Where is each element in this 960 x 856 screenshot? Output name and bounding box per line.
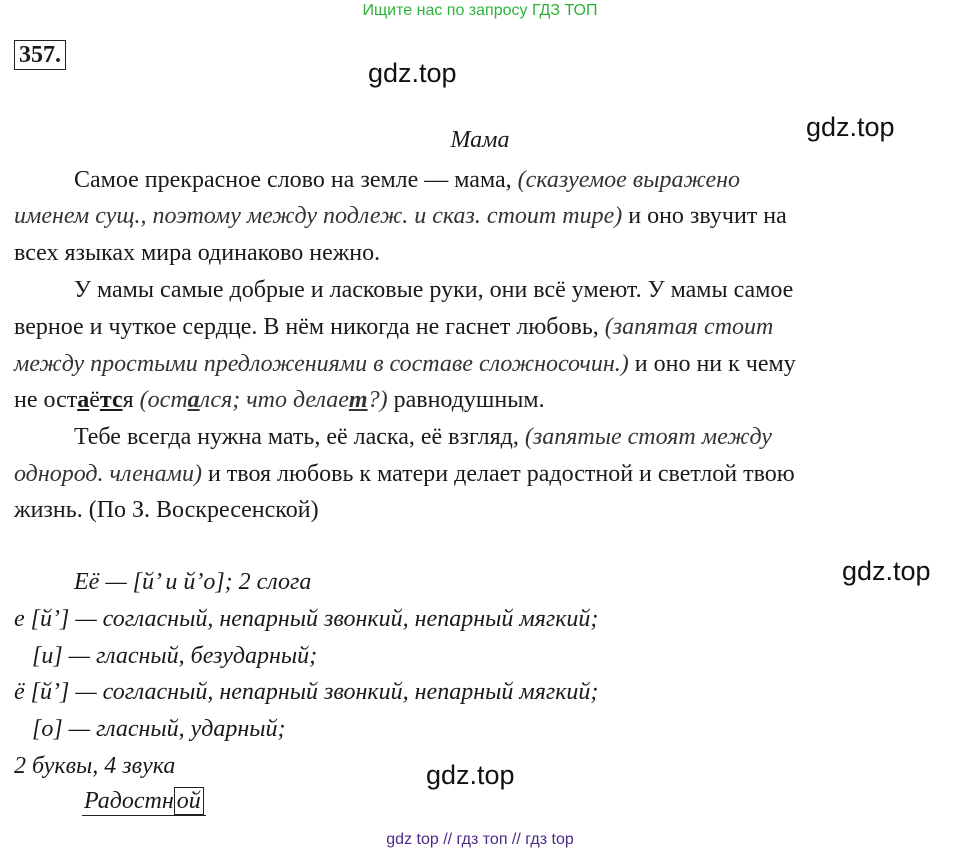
comment-span: (запятая стоит bbox=[604, 314, 774, 340]
text-span: верное и чуткое сердце. В нём никогда не гаснет любовь, bbox=[14, 314, 599, 340]
text-line bbox=[14, 238, 380, 268]
text-line bbox=[14, 312, 773, 342]
comment-span: (запятые стоят между bbox=[524, 424, 772, 450]
text-span: У мамы самые добрые и ласковые руки, они всё умеют. У мамы самое bbox=[74, 277, 794, 303]
comment-span: однород. членами) bbox=[14, 461, 202, 487]
text-line bbox=[14, 385, 545, 415]
morpheme-parse bbox=[82, 788, 206, 816]
text-span: (ост bbox=[139, 387, 188, 413]
text-line bbox=[14, 201, 787, 231]
analysis-line: [о] — гласный, ударный; bbox=[32, 716, 286, 742]
text-span: и оно ни к чему bbox=[634, 351, 796, 377]
text-span: всех языках мира одинаково нежно. bbox=[14, 240, 381, 266]
text-span: ?) bbox=[367, 387, 388, 413]
analysis-line: Её — [й’ и й’о]; 2 слога bbox=[74, 569, 312, 595]
comment-span: именем сущ., поэтому между подлеж. и сказ. стоит тире) bbox=[14, 203, 623, 229]
text-span: не ост bbox=[14, 387, 78, 413]
word-ending: ой bbox=[174, 787, 204, 815]
text-span: равнодушным. bbox=[393, 387, 545, 413]
text-line bbox=[14, 459, 795, 489]
text-title: Мама bbox=[450, 127, 510, 153]
text-span: жизнь. (По З. Воскресенской) bbox=[14, 497, 319, 523]
text-line bbox=[74, 422, 772, 452]
text-span: и оно звучит на bbox=[628, 203, 787, 229]
highlight-letter: а bbox=[187, 387, 200, 413]
analysis-line: е [й’] — согласный, непарный звонкий, непарный мягкий; bbox=[14, 606, 599, 632]
watermark: gdz.top bbox=[426, 760, 515, 790]
text-line bbox=[74, 275, 793, 305]
watermark: gdz.top bbox=[842, 556, 931, 586]
highlight-letter: тс bbox=[99, 387, 123, 413]
watermark: gdz.top bbox=[368, 58, 457, 88]
text-span: ё bbox=[89, 387, 100, 413]
text-line bbox=[14, 495, 319, 525]
comment-span: (сказуемое выражено bbox=[517, 167, 741, 193]
footer-watermark: gdz top // гдз топ // гдз top bbox=[386, 831, 574, 848]
watermark: gdz.top bbox=[806, 112, 895, 142]
analysis-line: [и] — гласный, безударный; bbox=[32, 643, 318, 669]
analysis-line: ё [й’] — согласный, непарный звонкий, непарный мягкий; bbox=[14, 679, 599, 705]
text-span: лся; что делае bbox=[199, 387, 349, 413]
highlight-letter: т bbox=[348, 387, 368, 413]
search-banner: Ищите нас по запросу ГДЗ ТОП bbox=[362, 2, 598, 19]
text-span: Самое прекрасное слово на земле — мама, bbox=[74, 167, 512, 193]
analysis-line: 2 буквы, 4 звука bbox=[14, 753, 176, 779]
exercise-number: 357. bbox=[14, 40, 66, 70]
comment-span: между простыми предложениями в составе сложносочин.) bbox=[14, 351, 629, 377]
text-span: я bbox=[122, 387, 134, 413]
word-stem: Радостн bbox=[84, 788, 174, 814]
text-line bbox=[14, 349, 796, 379]
comment-span bbox=[140, 387, 388, 413]
text-span: и твоя любовь к матери делает радостной и светлой твою bbox=[207, 461, 795, 487]
text-line bbox=[74, 165, 740, 195]
highlight-letter: а bbox=[77, 387, 90, 413]
text-span: Тебе всегда нужна мать, её ласка, её взгляд, bbox=[74, 424, 519, 450]
